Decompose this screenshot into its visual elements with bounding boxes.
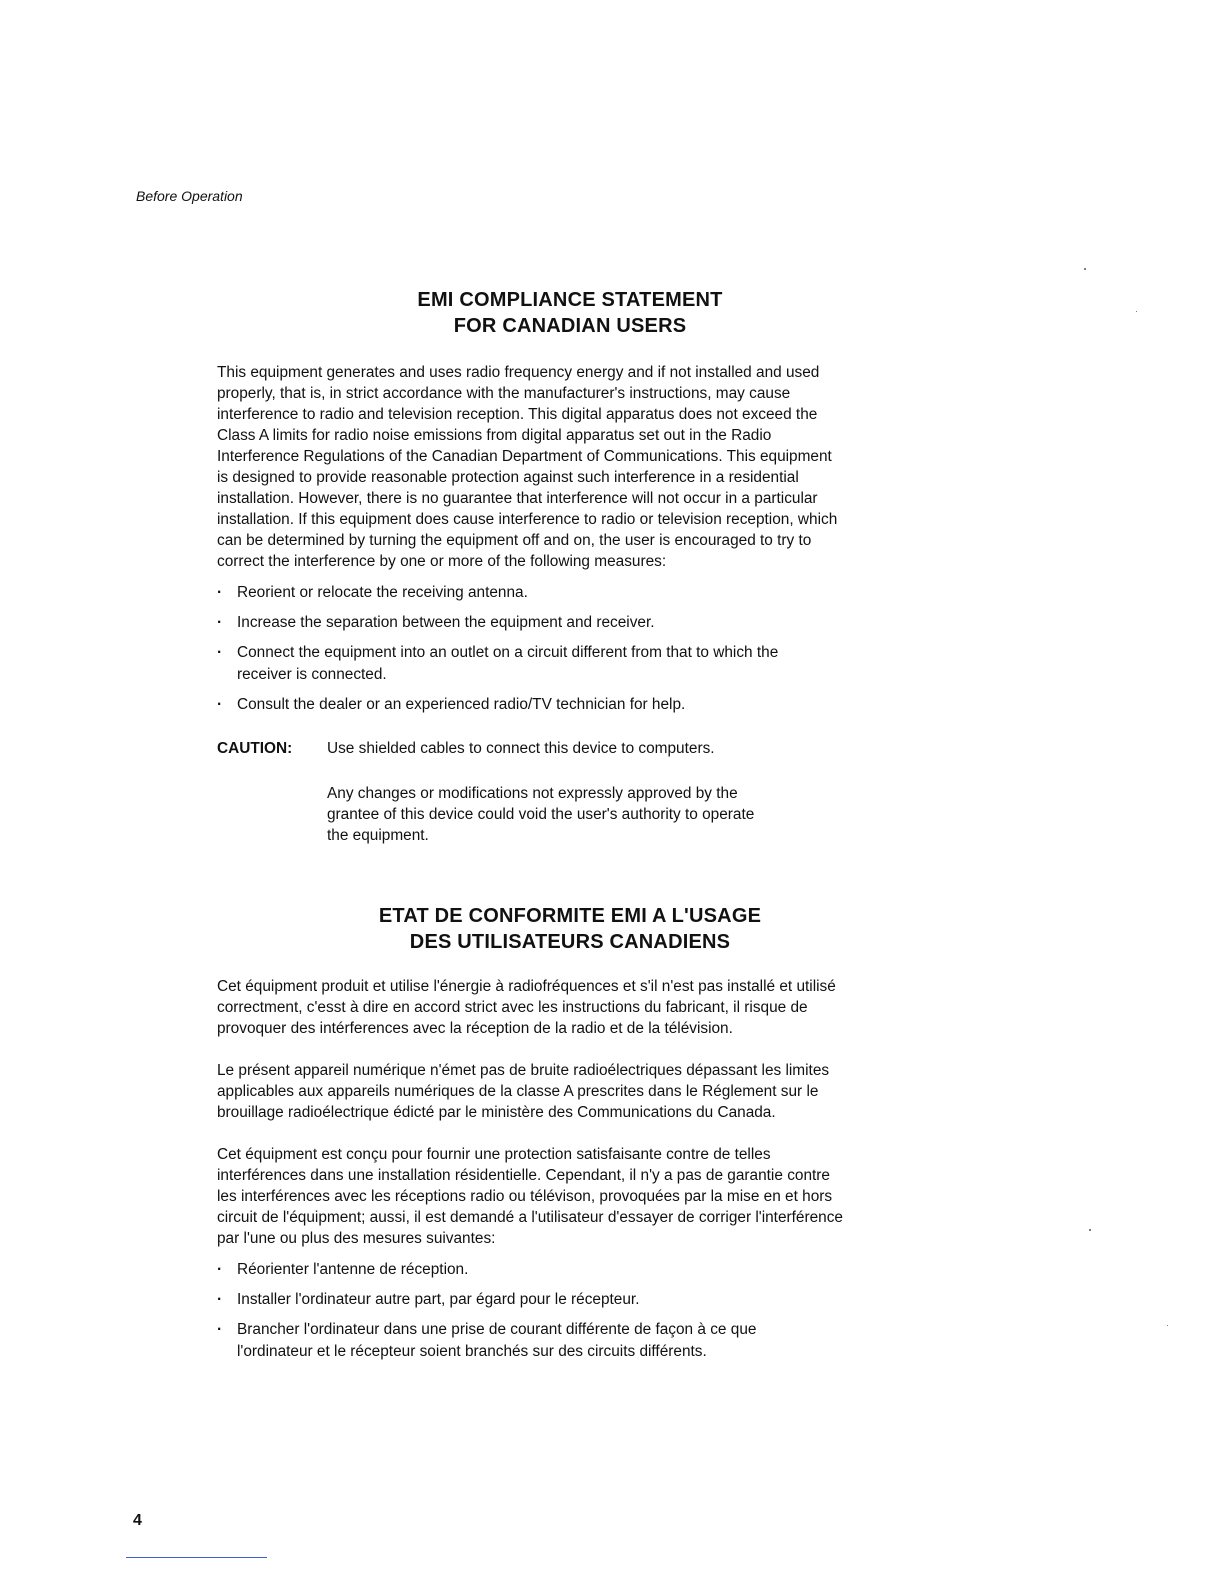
french-body-line: Cet équipment est conçu pour fournir une protection satisfaisante contre de telles (217, 1146, 771, 1163)
caution-note-line: grantee of this device could void the user's authority to operate (327, 806, 755, 823)
french-paragraph-3 (217, 1144, 923, 1249)
caution-note-line: the equipment. (327, 827, 429, 844)
list-item: · Consult the dealer or an experienced radio/TV technician for help. (217, 694, 923, 716)
list-item: · Increase the separation between the equipment and receiver. (217, 612, 923, 634)
english-title-line2: FOR CANADIAN USERS (453, 315, 687, 337)
list-item: · Brancher l'ordinateur dans une prise de courant différente de façon à ce que l'ordinateur et le récepteur soient branchés sur des circuits différents. (217, 1319, 923, 1363)
french-body-line: circuit de l'équipment; aussi, il est demandé a l'utilisateur d'essayer de corriger l'interférence (217, 1209, 843, 1226)
scan-speck (1084, 268, 1086, 270)
running-header: Before Operation (136, 188, 243, 204)
french-paragraph-2 (217, 1060, 923, 1123)
english-body-line: correct the interference by one or more of the following measures: (217, 553, 667, 570)
english-title-line1: EMI COMPLIANCE STATEMENT (417, 289, 723, 311)
english-body-line: installation. If this equipment does cause interference to radio or television reception, which (217, 511, 838, 528)
footer-rule (126, 1557, 267, 1558)
english-body-line: can be determined by turning the equipment off and on, the user is encouraged to try to (217, 532, 812, 549)
caution-note-line: Any changes or modifications not expressly approved by the (327, 785, 738, 802)
list-item: · Installer l'ordinateur autre part, par égard pour le récepteur. (217, 1289, 923, 1311)
english-body-line: properly, that is, in strict accordance with the manufacturer's instructions, may cause (217, 385, 791, 402)
caution-label: CAUTION: (217, 740, 293, 757)
french-measures-list (217, 1259, 923, 1363)
french-title-line2: DES UTILISATEURS CANADIENS (409, 931, 731, 953)
french-body-line: provoquer des intérferences avec la réception de la radio et de la télévision. (217, 1020, 733, 1037)
caution-block (217, 738, 923, 846)
english-body (217, 362, 923, 572)
english-measures-list (217, 582, 923, 716)
french-body-line: Cet équipment produit et utilise l'énergie à radiofréquences et s'il n'est pas installé et utilisé (217, 978, 836, 995)
list-item: · Connect the equipment into an outlet on a circuit different from that to which the receiver is connected. (217, 642, 923, 686)
french-body-line: interférences dans une installation résidentielle. Cependant, il n'y a pas de garantie contre (217, 1167, 830, 1184)
page-number: 4 (133, 1512, 142, 1529)
english-body-line: Class A limits for radio noise emissions from digital apparatus set out in the Radio (217, 427, 772, 444)
english-body-line: This equipment generates and uses radio frequency energy and if not installed and used (217, 364, 820, 381)
english-body-line: is designed to provide reasonable protection against such interference in a residential (217, 469, 799, 486)
list-item: · Reorient or relocate the receiving antenna. (217, 582, 923, 604)
caution-text: Use shielded cables to connect this device to computers. (327, 740, 715, 757)
scan-speck (1136, 311, 1137, 312)
french-body-line: correctment, c'esst à dire en accord strict avec les instructions du fabricant, il risque de (217, 999, 808, 1016)
french-body-line: brouillage radioélectrique édicté par le ministère des Communications du Canada. (217, 1104, 776, 1121)
scan-speck (1089, 1229, 1091, 1231)
english-title (217, 287, 923, 339)
french-body-line: applicables aux appareils numériques de la classe A prescrites dans le Réglement sur le (217, 1083, 819, 1100)
french-body-line: par l'une ou plus des mesures suivantes: (217, 1230, 496, 1247)
english-body-line: Interference Regulations of the Canadian Department of Communications. This equipment (217, 448, 832, 465)
english-body-line: interference to radio and television reception. This digital apparatus does not exceed the (217, 406, 818, 423)
french-paragraph-1 (217, 976, 923, 1039)
french-body-line: les interférences avec les réceptions radio ou télévison, provoquées par la mise en et hors (217, 1188, 833, 1205)
french-title-line1: ETAT DE CONFORMITE EMI A L'USAGE (378, 905, 762, 927)
french-body-line: Le présent appareil numérique n'émet pas de bruite radioélectriques dépassant les limites (217, 1062, 830, 1079)
list-item: · Réorienter l'antenne de réception. (217, 1259, 923, 1281)
scan-speck (1167, 1325, 1168, 1326)
english-body-line: installation. However, there is no guarantee that interference will not occur in a particular (217, 490, 818, 507)
french-title (217, 903, 923, 955)
